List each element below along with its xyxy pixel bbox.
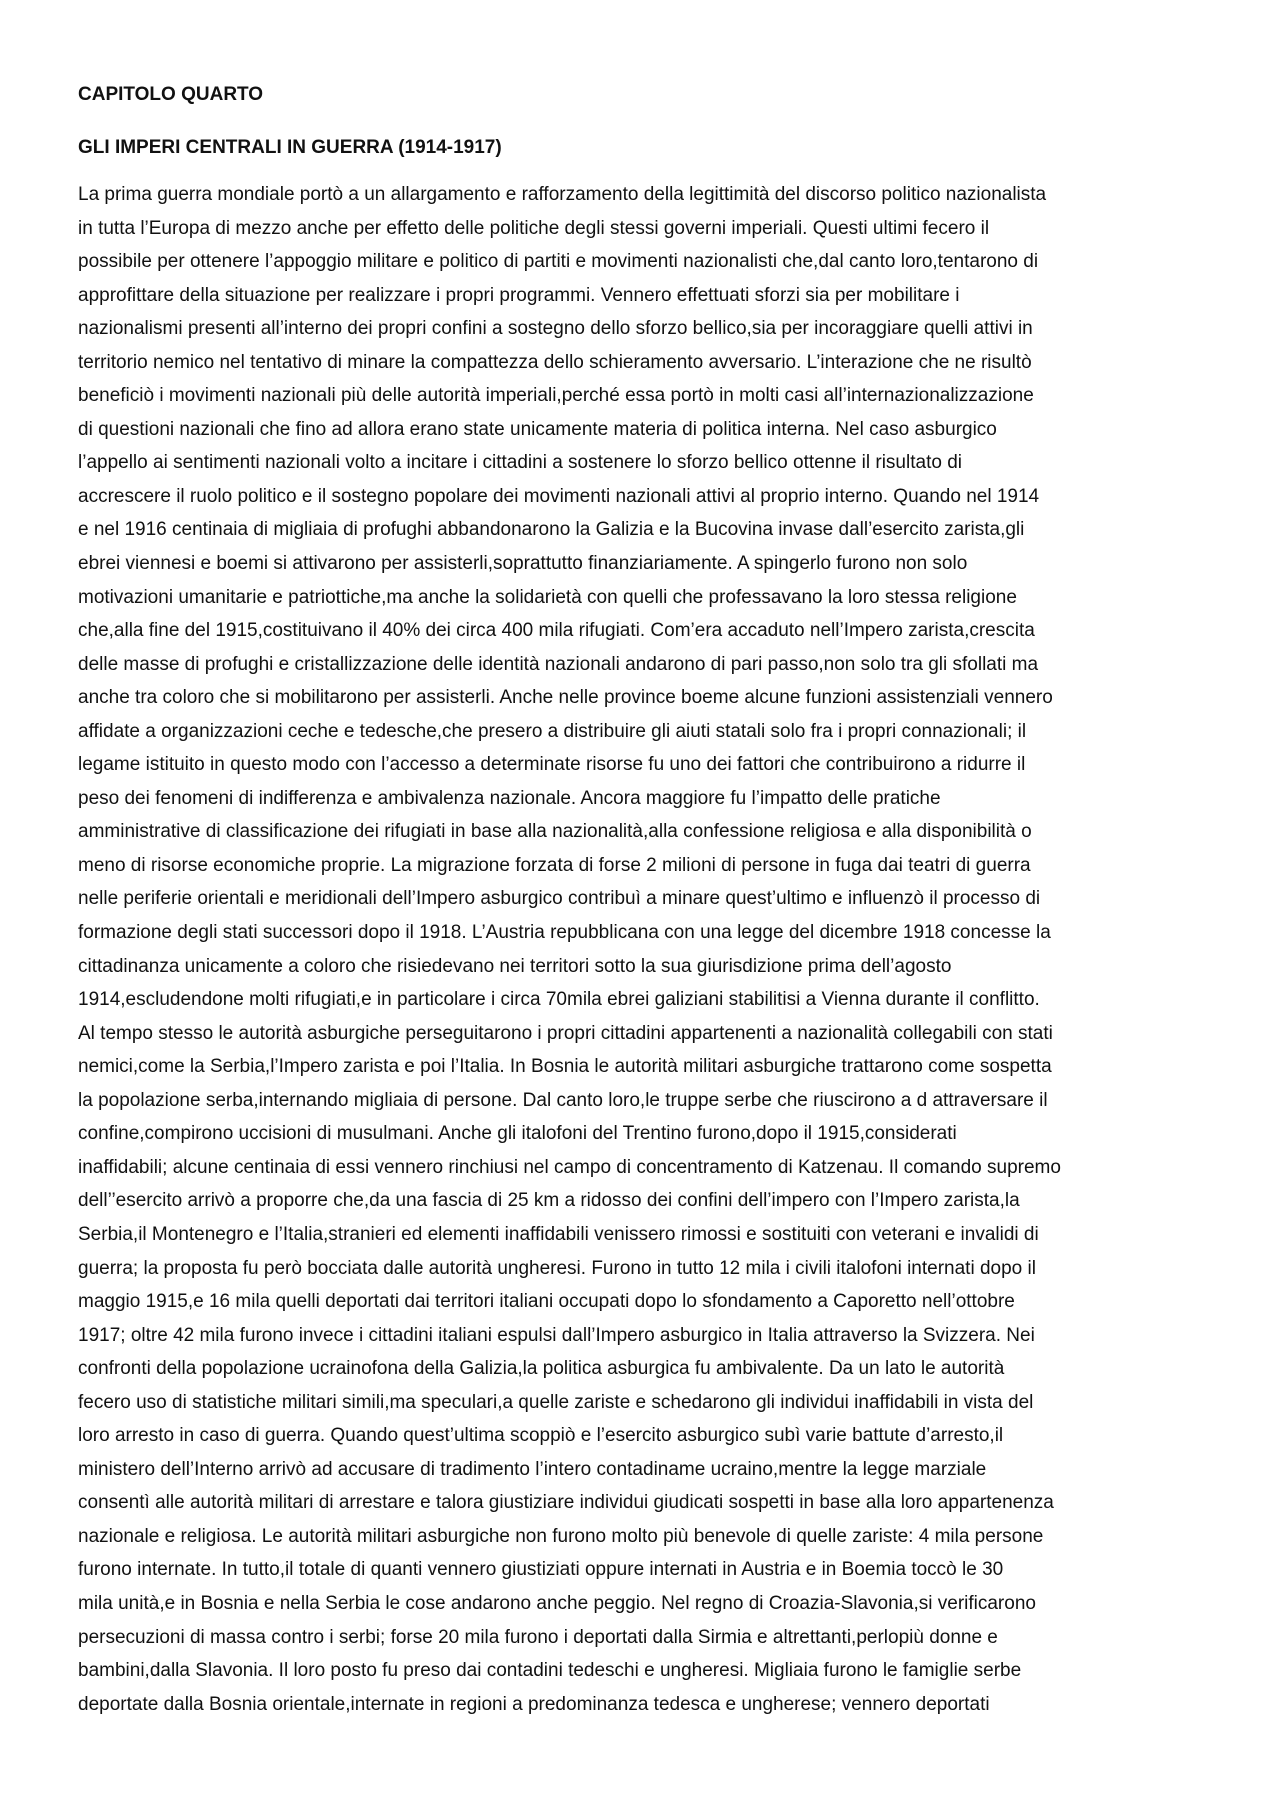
text-line: 1914,escludendone molti rifugiati,e in particolare i circa 70mila ebrei galiziani stabilitisi a Vienna durante il conflitto. [78,989,1040,1011]
text-line: confine,compirono uccisioni di musulmani. Anche gli italofoni del Trentino furono,dopo il 1915,considerati [78,1123,957,1145]
text-line: e nel 1916 centinaia di migliaia di profughi abbandonarono la Galizia e la Bucovina invase dall’esercito zarista,gli [78,519,1025,541]
text-line: deportate dalla Bosnia orientale,internate in regioni a predominanza tedesca e ungherese; vennero deportati [78,1693,990,1715]
text-line: Serbia,il Montenegro e l’Italia,stranieri ed elementi inaffidabili venissero rimossi e sostituiti con veterani e invalidi di [78,1223,1039,1245]
body-paragraph [78,178,1213,1721]
text-line: in tutta l’Europa di mezzo anche per effetto delle politiche degli stessi governi imperiali. Questi ultimi fecero il [78,217,990,239]
chapter-title: GLI IMPERI CENTRALI IN GUERRA (1914-1917) [78,137,502,158]
text-line: la popolazione serba,internando migliaia di persone. Dal canto loro,le truppe serbe che riuscirono a d attraversare il [78,1089,1048,1111]
text-line: peso dei fenomeni di indifferenza e ambivalenza nazionale. Ancora maggiore fu l’impatto delle pratiche [78,787,941,809]
text-line: ebrei viennesi e boemi si attivarono per assisterli,soprattutto finanziariamente. A spingerlo furono non solo [78,553,968,575]
text-line: possibile per ottenere l’appoggio militare e politico di partiti e movimenti nazionalisti che,dal canto loro,tentarono di [78,251,1039,273]
text-line: motivazioni umanitarie e patriottiche,ma anche la solidarietà con quelli che professavano la loro stessa religione [78,586,1017,608]
text-line: l’appello ai sentimenti nazionali volto a incitare i cittadini a sostenere lo sforzo bellico ottenne il risultato di [78,452,962,474]
text-line: Al tempo stesso le autorità asburgiche perseguitarono i propri cittadini appartenenti a nazionalità collegabili con stati [78,1022,1053,1044]
text-line: mila unità,e in Bosnia e nella Serbia le cose andarono anche peggio. Nel regno di Croazia-Slavonia,si verificarono [78,1592,1036,1614]
text-line: meno di risorse economiche proprie. La migrazione forzata di forse 2 milioni di persone in fuga dai teatri di guerra [78,854,1031,876]
text-line: beneficiò i movimenti nazionali più delle autorità imperiali,perché essa portò in molti casi all’internazionalizzazione [78,385,1034,407]
text-line: di questioni nazionali che fino ad allora erano state unicamente materia di politica interna. Nel caso asburgico [78,418,997,440]
text-line: delle masse di profughi e cristallizzazione delle identità nazionali andarono di pari passo,non solo tra gli sfollati ma [78,653,1039,675]
text-line: legame istituito in questo modo con l’accesso a determinate risorse fu uno dei fattori che contribuirono a ridurre il [78,754,1026,776]
text-line: La prima guerra mondiale portò a un allargamento e rafforzamento della legittimità del discorso politico nazionalista [78,184,1047,205]
text-line: approfittare della situazione per realizzare i propri programmi. Vennero effettuati sforzi sia per mobilitare i [78,284,960,306]
text-line: guerra; la proposta fu però bocciata dalle autorità ungheresi. Furono in tutto 12 mila i civili italofoni internati dopo il [78,1257,1036,1279]
text-line: loro arresto in caso di guerra. Quando quest’ultima scoppiò e l’esercito asburgico subì varie battute d’arresto,il [78,1425,1004,1447]
text-line: anche tra coloro che si mobilitarono per assisterli. Anche nelle province boeme alcune funzioni assistenziali vennero [78,687,1053,709]
text-line: nelle periferie orientali e meridionali dell’Impero asburgico contribuì a minare quest’ultimo e influenzò il processo di [78,888,1041,910]
text-line: cittadinanza unicamente a coloro che risiedevano nei territori sotto la sua giurisdizione prima dell’agosto [78,955,952,977]
text-line: dell’’esercito arrivò a proporre che,da una fascia di 25 km a ridosso dei confini dell’impero con l’Impero zarista,la [78,1190,1020,1212]
text-line: bambini,dalla Slavonia. Il loro posto fu preso dai contadini tedeschi e ungheresi. Migliaia furono le famiglie serbe [78,1660,1022,1682]
text-line: nazionalismi presenti all’interno dei propri confini a sostegno dello sforzo bellico,sia per incoraggiare quelli attivi in [78,318,1033,340]
text-line: amministrative di classificazione dei rifugiati in base alla nazionalità,alla confessione religiosa e alla disponibilità o [78,821,1032,843]
text-line: inaffidabili; alcune centinaia di essi vennero rinchiusi nel campo di concentramento di Katzenau. Il comando supremo [78,1156,1061,1178]
chapter-label: CAPITOLO QUARTO [78,84,264,105]
text-line: maggio 1915,e 16 mila quelli deportati dai territori italiani occupati dopo lo sfondamento a Caporetto nell’ottobre [78,1291,1015,1313]
text-line: territorio nemico nel tentativo di minare la compattezza dello schieramento avversario. L’interazione che ne risultò [78,351,1032,373]
text-line: ministero dell’Interno arrivò ad accusare di tradimento l’intero contadiname ucraino,mentre la legge marziale [78,1458,987,1480]
text-line: che,alla fine del 1915,costituivano il 40% dei circa 400 mila rifugiati. Com’era accaduto nell’Impero zarista,crescita [78,620,1035,642]
text-line: furono internate. In tutto,il totale di quanti vennero giustiziati oppure internati in Austria e in Boemia toccò le 30 [78,1559,1004,1581]
text-line: nemici,come la Serbia,l’Impero zarista e poi l’Italia. In Bosnia le autorità militari asburgiche trattarono come sospetta [78,1056,1052,1078]
text-line: affidate a organizzazioni ceche e tedesche,che presero a distribuire gli aiuti statali solo fra i propri connazionali; il [78,720,1027,742]
text-line: fecero uso di statistiche militari simili,ma speculari,a quelle zariste e schedarono gli individui inaffidabili in vista del [78,1391,1034,1413]
document-page [78,80,1213,1721]
text-line: nazionale e religiosa. Le autorità militari asburgiche non furono molto più benevole di quelle zariste: 4 mila persone [78,1525,1044,1547]
text-line: consentì alle autorità militari di arrestare e talora giustiziare individui giudicati sospetti in base alla loro appartenenza [78,1492,1054,1514]
text-line: formazione degli stati successori dopo il 1918. L’Austria repubblicana con una legge del dicembre 1918 concesse la [78,922,1051,944]
text-line: 1917; oltre 42 mila furono invece i cittadini italiani espulsi dall’Impero asburgico in Italia attraverso la Svizzera. Nei [78,1324,1035,1346]
text-line: accrescere il ruolo politico e il sostegno popolare dei movimenti nazionali attivi al proprio interno. Quando nel 1914 [78,485,1040,507]
text-line: persecuzioni di massa contro i serbi; forse 20 mila furono i deportati dalla Sirmia e altrettanti,perlopiù donne e [78,1626,998,1648]
text-line: confronti della popolazione ucrainofona della Galizia,la politica asburgica fu ambivalente. Da un lato le autorità [78,1358,1005,1380]
